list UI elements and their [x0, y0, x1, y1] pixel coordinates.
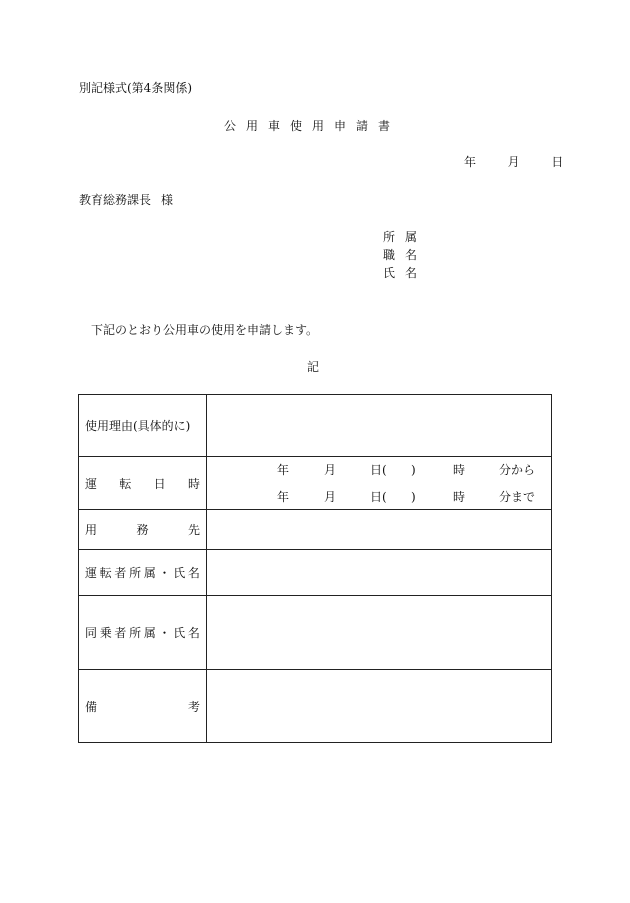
label-char: ・ [158, 566, 171, 580]
label-char: 所 [129, 566, 142, 580]
form-title: 公用車使用申請書 [224, 119, 401, 133]
date-line [464, 155, 563, 169]
label-char: 運 [85, 476, 98, 491]
label-char: 先 [187, 523, 200, 537]
application-table [78, 394, 552, 743]
remarks-label [79, 670, 207, 743]
end-hour: 時 [453, 490, 466, 504]
ki-heading: 記 [307, 360, 320, 374]
label-text [85, 564, 200, 581]
addressee [79, 193, 173, 207]
label-char: 転 [119, 476, 132, 491]
applicant-name-label: 氏名 [383, 266, 428, 280]
datetime-start-line [207, 463, 551, 477]
datetime-label [79, 457, 207, 510]
passenger-label [79, 596, 207, 670]
label-char: 転 [99, 566, 112, 580]
start-close: ) [411, 463, 416, 477]
end-close: ) [411, 490, 416, 504]
applicant-affiliation-label: 所属 [383, 230, 428, 244]
date-month: 月 [507, 155, 520, 169]
label-char: 同 [85, 626, 98, 640]
label-char: 用 [85, 523, 98, 537]
label-char: 名 [187, 566, 200, 580]
passenger-field[interactable] [207, 596, 552, 670]
label-char: 考 [187, 699, 200, 714]
start-day: 日( [370, 463, 387, 477]
start-hour: 時 [453, 463, 466, 477]
end-minute: 分まで [499, 490, 536, 504]
table-row-passenger [79, 596, 552, 670]
date-day: 日 [551, 155, 564, 169]
label-text [85, 624, 200, 641]
date-year: 年 [464, 155, 477, 169]
destination-label [79, 510, 207, 550]
applicant-position-label: 職名 [383, 248, 428, 262]
label-char: 備 [85, 699, 98, 714]
label-char: 乗 [99, 626, 112, 640]
label-char: 者 [114, 626, 127, 640]
label-char: 運 [85, 566, 98, 580]
driver-field[interactable] [207, 550, 552, 596]
label-char: 者 [114, 566, 127, 580]
label-char: 属 [143, 566, 156, 580]
label-char: 日 [153, 476, 166, 491]
intro-text: 下記のとおり公用車の使用を申請します。 [91, 323, 319, 337]
label-char: 氏 [173, 566, 186, 580]
form-reference: 別記様式(第4条関係) [79, 81, 192, 95]
label-text [85, 521, 200, 538]
table-row-reason [79, 395, 552, 457]
label-text [85, 698, 200, 715]
table-row-destination [79, 510, 552, 550]
label-text [85, 475, 200, 492]
label-char: 務 [136, 523, 149, 537]
table-row-driver [79, 550, 552, 596]
start-month: 月 [324, 463, 337, 477]
addressee-title: 教育総務課長 [79, 193, 152, 207]
label-char: ・ [158, 626, 171, 640]
datetime-field[interactable] [207, 457, 552, 510]
label-char: 名 [187, 626, 200, 640]
datetime-end-line [207, 490, 551, 504]
end-month: 月 [324, 490, 337, 504]
driver-label [79, 550, 207, 596]
start-minute: 分から [499, 463, 536, 477]
table-row-remarks [79, 670, 552, 743]
end-year: 年 [277, 490, 290, 504]
destination-field[interactable] [207, 510, 552, 550]
table-row-datetime [79, 457, 552, 510]
remarks-field[interactable] [207, 670, 552, 743]
label-char: 時 [187, 476, 200, 491]
start-year: 年 [277, 463, 290, 477]
addressee-honorific: 様 [161, 193, 174, 207]
label-char: 氏 [173, 626, 186, 640]
label-char: 属 [143, 626, 156, 640]
reason-label: 使用理由(具体的に) [79, 395, 207, 457]
end-day: 日( [370, 490, 387, 504]
reason-field[interactable] [207, 395, 552, 457]
label-char: 所 [129, 626, 142, 640]
